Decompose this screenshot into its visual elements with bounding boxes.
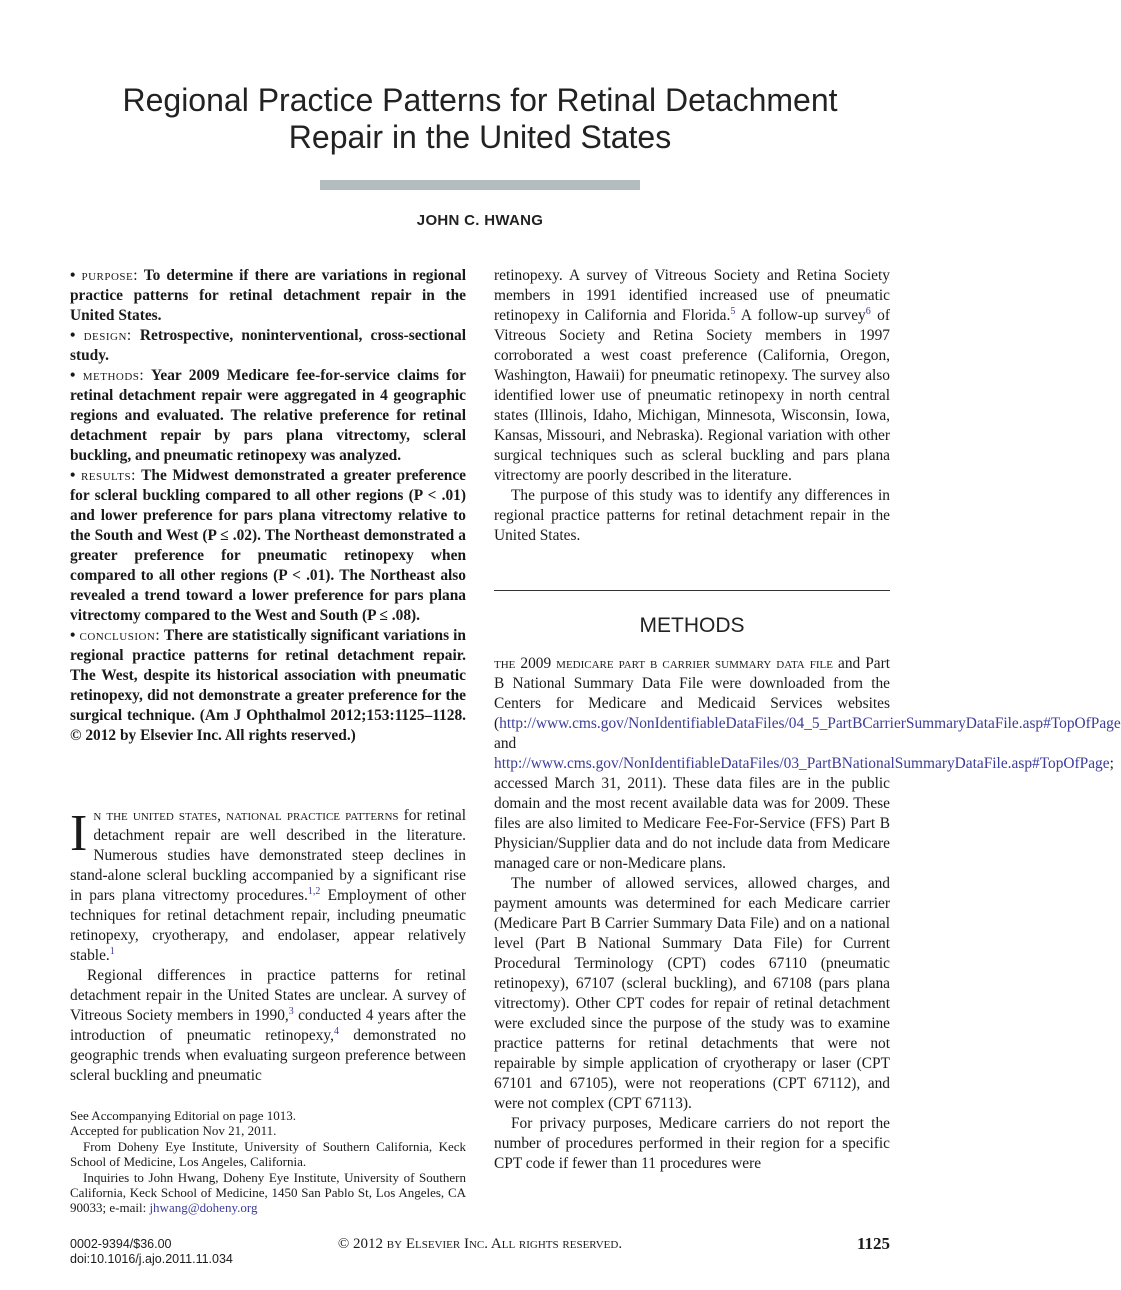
page-number: 1125 <box>856 1234 890 1253</box>
issn: 0002-9394/$36.00 <box>70 1237 172 1251</box>
methods-section <box>494 654 1121 1174</box>
abstract-purpose <box>70 266 466 326</box>
citation-ref[interactable]: 6 <box>865 305 871 317</box>
bullet: • <box>70 367 76 384</box>
intro-text: conducted 4 years after the introduction of pneumatic retinopexy, <box>70 1007 466 1044</box>
abstract-label-methods: methods: <box>82 367 145 384</box>
url-link-carrier-summary[interactable]: http://www.cms.gov/NonIdentifiableDataFiles/04_5_PartBCarrierSummaryDataFile.asp#TopOfPage <box>499 715 1121 732</box>
intro-paragraph-1 <box>70 806 466 966</box>
abstract-text-design: Retrospective, noninterventional, cross-sectional study. <box>70 327 466 364</box>
abstract-label-design: design: <box>83 327 132 344</box>
citation-ref[interactable]: 5 <box>730 305 736 317</box>
title-divider <box>320 180 640 190</box>
methods-text: and <box>494 735 517 752</box>
abstract-results <box>70 466 466 626</box>
citation-ref[interactable]: 1,2 <box>307 885 321 897</box>
intro-text: for retinal detachment repair are well described in the literature. Numerous studies have demonstrated steep declines in stand-alone scleral buckling accompanied by a significant rise in pars plana vitrectomy procedures. <box>70 807 466 904</box>
intro-lead-in: n the united states, national practice patterns <box>93 807 399 824</box>
citation-ref[interactable]: 3 <box>288 1005 294 1017</box>
footnotes <box>70 1108 466 1216</box>
article-title-line-1: Regional Practice Patterns for Retinal Detachment <box>122 82 838 118</box>
abstract-label-results: results: <box>80 467 136 484</box>
article-title-line-2: Repair in the United States <box>288 119 672 155</box>
footnote-inquiries <box>70 1170 466 1216</box>
footnote-editorial: See Accompanying Editorial on page 1013. <box>70 1108 297 1123</box>
abstract-text-conclusion: There are statistically significant variations in regional practice patterns for retinal detachment repair. The West, despite its historical association with pneumatic retinopexy, did not demonstrate a greater preference for the surgical technique. (Am J Ophthalmol 2012;153:1125–1128. © 2012 by Elsevier Inc. All rights reserved.) <box>70 627 466 744</box>
intro-text: demonstrated no geographic trends when evaluating surgeon preference between scleral buckling and pneumatic <box>70 1027 466 1084</box>
intro-text: Regional differences in practice patterns for retinal detachment repair in the United States are unclear. A survey of Vitreous Society members in 1990, <box>70 967 466 1024</box>
intro-paragraph-4: The purpose of this study was to identify any differences in regional practice patterns for retinal detachment repair in the United States. <box>494 487 890 544</box>
methods-paragraph-2: The number of allowed services, allowed charges, and payment amounts was determined for each Medicare carrier (Medicare Part B Carrier Summary Data File) and on a national level (Part B National Summary Data File) for Current Procedural Terminology (CPT) codes 67110 (pneumatic retinopexy), 67107 (scleral buckling), and 67108 (pars plana vitrectomy). Other CPT codes for repair of retinal detachment were excluded since the purpose of the study was to examine practice patterns for retinal detachments that were not repairable by simple application of cryotherapy or laser (CPT 67101 and 67105), were not reoperations (CPT 67112), and were not complex (CPT 67113). <box>494 875 890 1112</box>
intro-text: Employment of other techniques for retinal detachment repair, including pneumatic retinopexy, cryotherapy, and endolaser, appear relatively stable. <box>70 887 466 964</box>
drop-cap: I <box>70 805 88 862</box>
intro-paragraph-3 <box>494 266 890 486</box>
bullet: • <box>70 467 76 484</box>
abstract-text-purpose: To determine if there are variations in regional practice patterns for retinal detachment repair in the United States. <box>70 267 466 324</box>
bullet: • <box>70 267 76 284</box>
intro-text: retinopexy. A survey of Vitreous Society and Retina Society members in 1991 identified increased use of pneumatic retinopexy in California and Florida. <box>494 267 890 324</box>
methods-paragraph-3: For privacy purposes, Medicare carriers do not report the number of procedures performed in their region for a specific CPT code if fewer than 11 procedures were <box>494 1115 890 1172</box>
abstract-methods <box>70 366 466 466</box>
footnote-affiliation: From Doheny Eye Institute, University of Southern California, Keck School of Medicine, Los Angeles, California. <box>70 1138 466 1170</box>
methods-heading: METHODS <box>639 614 745 637</box>
article-title <box>60 82 900 156</box>
methods-text: and Part B National Summary Data File were downloaded from the Centers for Medicare and Medicaid Services websites ( <box>494 655 890 732</box>
citation-ref[interactable]: 4 <box>333 1025 339 1037</box>
citation-ref[interactable]: 1 <box>109 945 115 957</box>
bullet: • <box>70 327 76 344</box>
doi: doi:10.1016/j.ajo.2011.11.034 <box>70 1252 233 1266</box>
methods-text: ; accessed March 31, 2011). These data files are in the public domain and the most recent available data was for 2009. These files are also limited to Medicare Fee-For-Service (FFS) Part B Physician/Supplier data and do not include data from Medicare managed care or non-Medicare plans. <box>494 755 1114 872</box>
url-link-national-summary[interactable]: http://www.cms.gov/NonIdentifiableDataFiles/03_PartBNationalSummaryDataFile.asp#TopOfPage <box>494 755 1110 772</box>
right-column-intro <box>494 266 890 546</box>
intro-text: of Vitreous Society and Retina Society members in 1997 corroborated a west coast preference (California, Oregon, Washington, Hawaii) for pneumatic retinopexy. The survey also identified lower use of pneumatic retinopexy in north central states (Illinois, Idaho, Michigan, Minnesota, Wisconsin, Iowa, Kansas, Missouri, and Nebraska). Regional variation with other surgical techniques such as scleral buckling and pars plana vitrectomy are poorly described in the literature. <box>494 307 890 484</box>
section-divider <box>494 590 890 591</box>
abstract-label-purpose: purpose: <box>81 267 139 284</box>
introduction <box>70 806 466 1086</box>
abstract <box>70 266 466 746</box>
methods-lead-in: the 2009 medicare part b carrier summary data file <box>494 655 833 672</box>
footnote-accepted: Accepted for publication Nov 21, 2011. <box>70 1123 277 1139</box>
copyright-notice: © 2012 by Elsevier Inc. All rights reserved. <box>337 1236 623 1252</box>
abstract-conclusion <box>70 626 466 746</box>
intro-text: A follow-up survey <box>735 307 866 324</box>
author-name: JOHN C. HWANG <box>416 212 544 229</box>
abstract-text-results: The Midwest demonstrated a greater preference for scleral buckling compared to all other regions (P < .01) and lower preference for pars plana vitrectomy relative to the South and West (P ≤ .02). The Northeast demonstrated a greater preference for pneumatic retinopexy when compared to all other regions (P < .01). The Northeast also revealed a trend toward a lower preference for pars plana vitrectomy compared to the West and South (P ≤ .08). <box>70 467 466 624</box>
bullet: • <box>70 627 76 644</box>
methods-paragraph-1 <box>494 654 1121 874</box>
email-link[interactable]: jhwang@doheny.org <box>149 1200 258 1216</box>
abstract-design <box>70 326 466 366</box>
footnote-inquiries-text: Inquiries to John Hwang, Doheny Eye Institute, University of Southern California, Keck School of Medicine, 1450 San Pablo St, Los Angeles, CA 90033; e-mail: <box>70 1169 466 1216</box>
intro-paragraph-2 <box>70 966 466 1086</box>
abstract-label-conclusion: conclusion: <box>79 627 161 644</box>
abstract-text-methods: Year 2009 Medicare fee-for-service claims for retinal detachment repair were aggregated in 4 geographic regions and evaluated. The relative preference for retinal detachment repair by pars plana vitrectomy, scleral buckling, and pneumatic retinopexy was analyzed. <box>70 367 466 464</box>
